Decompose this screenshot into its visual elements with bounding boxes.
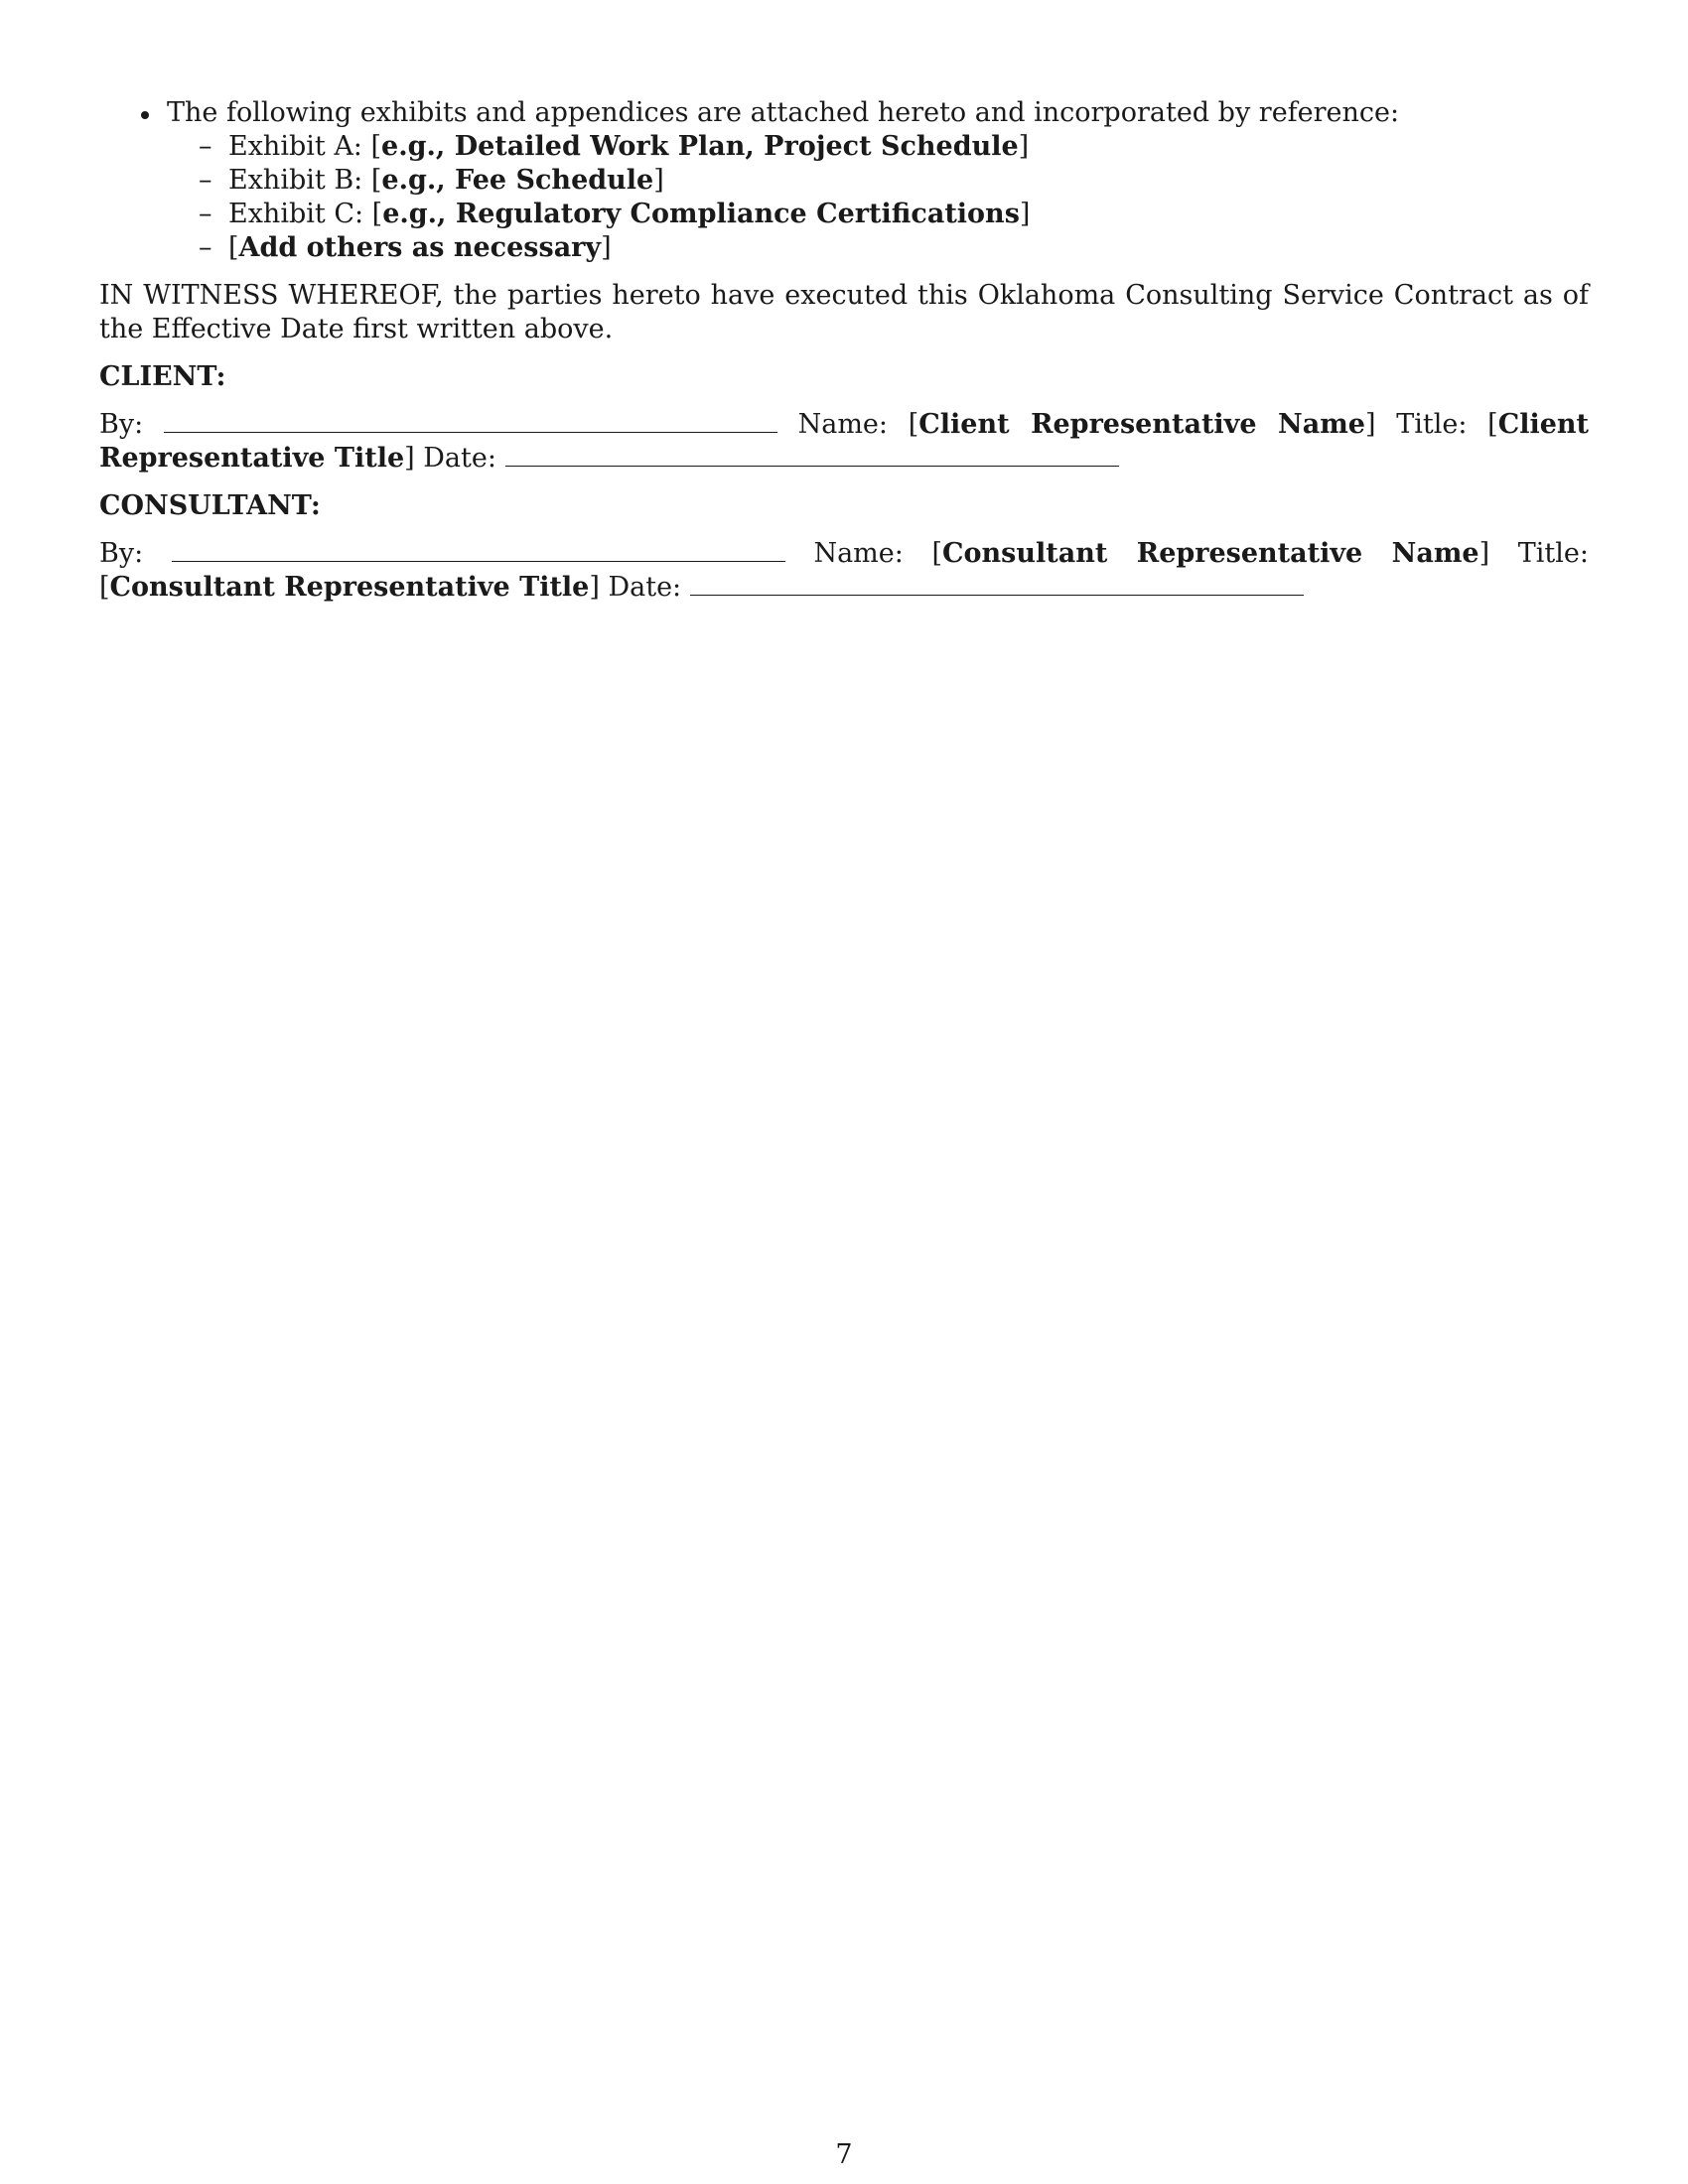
client-name-label: Name: — [797, 409, 889, 440]
client-title-label: Title: — [1396, 409, 1468, 440]
bullet-icon — [141, 111, 149, 119]
dash-icon: – — [199, 232, 212, 263]
exhibit-item: – Exhibit A: [e.g., Detailed Work Plan, Project Schedule] — [199, 131, 1030, 162]
consultant-title-value: Consultant Representative Title — [109, 572, 590, 603]
dash-icon: – — [199, 165, 212, 196]
exhibit-value: e.g., Regulatory Compliance Certifications — [382, 199, 1020, 229]
client-title-value: Client Representative Title — [99, 409, 1589, 474]
consultant-name-value: Consultant Representative Name — [942, 538, 1479, 569]
client-heading: CLIENT: — [99, 361, 226, 392]
consultant-heading: CONSULTANT: — [99, 490, 321, 521]
exhibit-value: e.g., Fee Schedule — [381, 165, 654, 196]
exhibit-item: – Exhibit C: [e.g., Regulatory Compliance Certifications] — [199, 199, 1031, 229]
consultant-date-line[interactable] — [690, 573, 1304, 596]
exhibits-bullet — [99, 96, 1589, 130]
client-by-label: By: — [99, 409, 144, 440]
document-page — [99, 96, 1589, 605]
exhibit-value: e.g., Detailed Work Plan, Project Schedule — [381, 131, 1019, 162]
witness-paragraph: IN WITNESS WHEREOF, the parties hereto have executed this Oklahoma Consulting Service Contract as of the Effective Date first written above. — [99, 280, 1589, 344]
client-name-value: Client Representative Name — [918, 409, 1365, 440]
client-date-label: Date: — [423, 443, 496, 474]
client-signature-line[interactable] — [164, 410, 777, 433]
exhibits-intro: The following exhibits and appendices are attached hereto and incorporated by reference: — [167, 97, 1400, 128]
client-date-line[interactable] — [505, 444, 1119, 467]
exhibits-list — [99, 130, 1589, 265]
exhibit-prefix: Exhibit C: — [228, 199, 372, 229]
exhibit-prefix: Exhibit A: — [228, 131, 371, 162]
consultant-by-label: By: — [99, 538, 144, 569]
exhibit-item: – [Add others as necessary] — [199, 232, 612, 263]
exhibit-value: Add others as necessary — [238, 232, 602, 263]
consultant-name-label: Name: — [813, 538, 904, 569]
dash-icon: – — [199, 199, 212, 229]
consultant-signature-block: By: Name: [Consultant Representative Name] Title: [Consultant Representative Title] Date: — [99, 538, 1589, 603]
page-number: 7 — [835, 2139, 853, 2170]
exhibit-prefix: Exhibit B: — [228, 165, 371, 196]
consultant-title-label: Title: — [1517, 538, 1589, 569]
client-signature-block: By: Name: [Client Representative Name] Title: [Client Representative Title] Date: — [99, 409, 1589, 474]
dash-icon: – — [199, 131, 212, 162]
exhibit-item: – Exhibit B: [e.g., Fee Schedule] — [199, 165, 664, 196]
consultant-signature-line[interactable] — [172, 539, 785, 562]
consultant-date-label: Date: — [608, 572, 682, 603]
